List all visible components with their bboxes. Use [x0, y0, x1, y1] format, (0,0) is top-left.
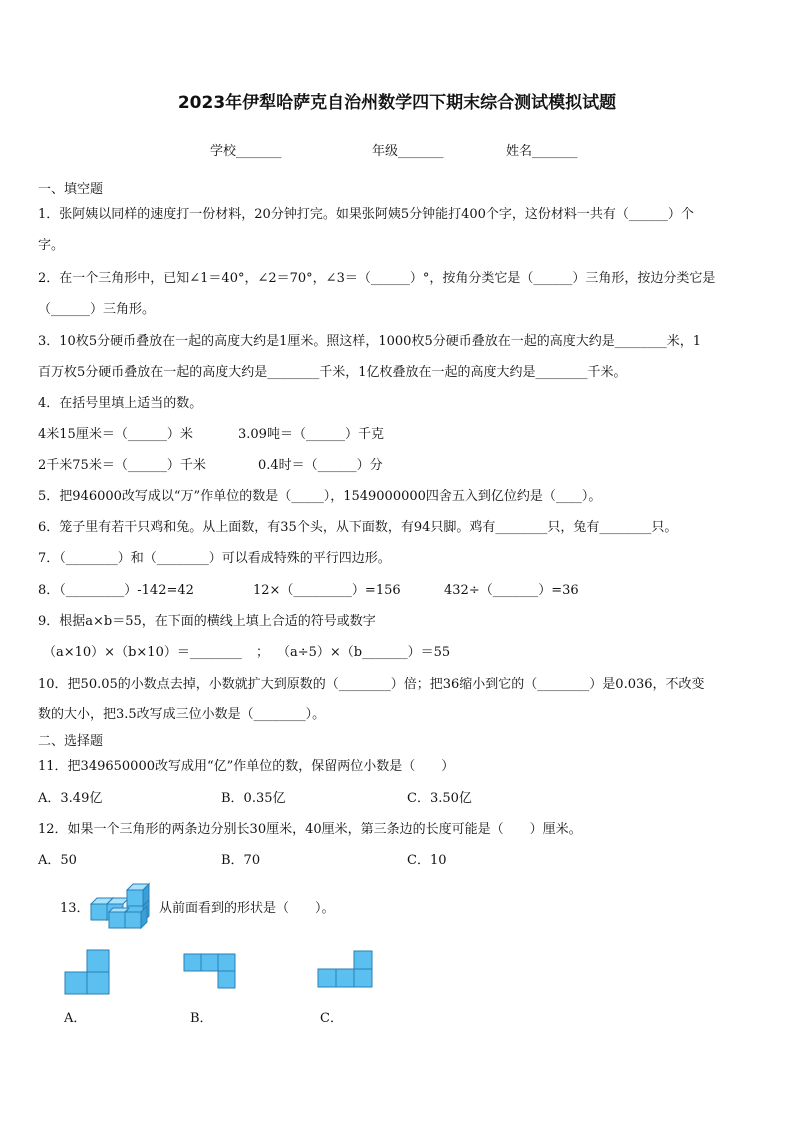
q9-stem: 9．根据a×b＝55，在下面的横线上填上合适的符号或数字	[38, 614, 376, 629]
section-heading-choice: 二、选择题	[38, 734, 104, 749]
q9-separator: ；	[256, 645, 270, 660]
q13-option-a-figure[interactable]	[64, 949, 110, 995]
q9-item-a: （a×10）×（b×10）＝________	[43, 645, 242, 660]
q10-line2: 数的大小，把3.5改写成三位小数是（________）。	[38, 707, 326, 722]
q8-item-a: 8．（_________）-142=42	[38, 583, 194, 598]
q2-line1: 2．在一个三角形中，已知∠1＝40°，∠2＝70°，∠3＝（______）°，按角分类它是（______）三角形，按边分类它是	[38, 271, 716, 286]
q10-line1: 10．把50.05的小数点去掉，小数就扩大到原数的（________）倍；把36缩小到它的（________）是0.036，不改变	[38, 677, 705, 692]
name-field: 姓名_______	[506, 144, 578, 159]
q2-line2: （______）三角形。	[38, 302, 156, 317]
q13-option-b-figure[interactable]	[183, 953, 237, 991]
q13-option-b-label[interactable]: B．	[190, 1011, 213, 1026]
page-title: 2023年伊犁哈萨克自治州数学四下期末综合测试模拟试题	[177, 93, 617, 113]
q12-stem: 12．如果一个三角形的两条边分别长30厘米，40厘米，第三条边的长度可能是（ ）厘米。	[38, 822, 582, 837]
q1-line1: 1．张阿姨以同样的速度打一份材料，20分钟打完。如果张阿姨5分钟能打400个字，这份材料一共有（______）个	[38, 207, 694, 222]
q5-line: 5．把946000改写成以“万”作单位的数是（_____），1549000000四舍五入到亿位约是（____）。	[38, 489, 602, 504]
q13-stem: 从前面看到的形状是（ ）。	[159, 901, 335, 916]
stacked-cubes-figure	[89, 882, 155, 934]
q1-line2: 字。	[38, 238, 65, 253]
q8-item-c: 432÷（_______）=36	[444, 583, 579, 598]
q11-stem: 11．把349650000改写成用“亿”作单位的数，保留两位小数是（ ）	[38, 759, 455, 774]
q12-option-c[interactable]: C．10	[407, 853, 447, 868]
q13-option-c-figure[interactable]	[317, 950, 373, 988]
q11-option-c[interactable]: C．3.50亿	[407, 791, 472, 806]
q9-item-b: （a÷5）×（b_______）＝55	[277, 645, 451, 660]
q13-option-a-label[interactable]: A．	[64, 1011, 87, 1026]
q7-line: 7．（________）和（________）可以看成特殊的平行四边形。	[38, 551, 391, 566]
q12-option-a[interactable]: A．50	[38, 853, 77, 868]
q11-option-b[interactable]: B．0.35亿	[221, 791, 286, 806]
q13-option-c-label[interactable]: C．	[320, 1011, 343, 1026]
grade-field: 年级_______	[372, 144, 444, 159]
q11-option-a[interactable]: A．3.49亿	[38, 791, 103, 806]
q4-item-b: 3.09吨＝（______）千克	[238, 427, 384, 442]
section-heading-fill-in: 一、填空题	[38, 182, 104, 197]
school-field: 学校_______	[210, 144, 282, 159]
q4-item-c: 2千米75米＝（______）千米	[38, 458, 206, 473]
q6-line: 6．笼子里有若干只鸡和兔。从上面数，有35个头，从下面数，有94只脚。鸡有________只，兔有________只。	[38, 520, 678, 535]
q12-option-b[interactable]: B．70	[221, 853, 261, 868]
q13-number: 13．	[60, 901, 90, 916]
q4-stem: 4．在括号里填上适当的数。	[38, 396, 203, 411]
q3-line2: 百万枚5分硬币叠放在一起的高度大约是________千米，1亿枚叠放在一起的高度大约是________千米。	[38, 365, 627, 380]
q8-item-b: 12×（_________）=156	[253, 583, 401, 598]
q4-item-a: 4米15厘米＝（______）米	[38, 427, 193, 442]
q4-item-d: 0.4时＝（______）分	[258, 458, 383, 473]
q3-line1: 3．10枚5分硬币叠放在一起的高度大约是1厘米。照这样，1000枚5分硬币叠放在一起的高度大约是________米，1	[38, 334, 701, 349]
